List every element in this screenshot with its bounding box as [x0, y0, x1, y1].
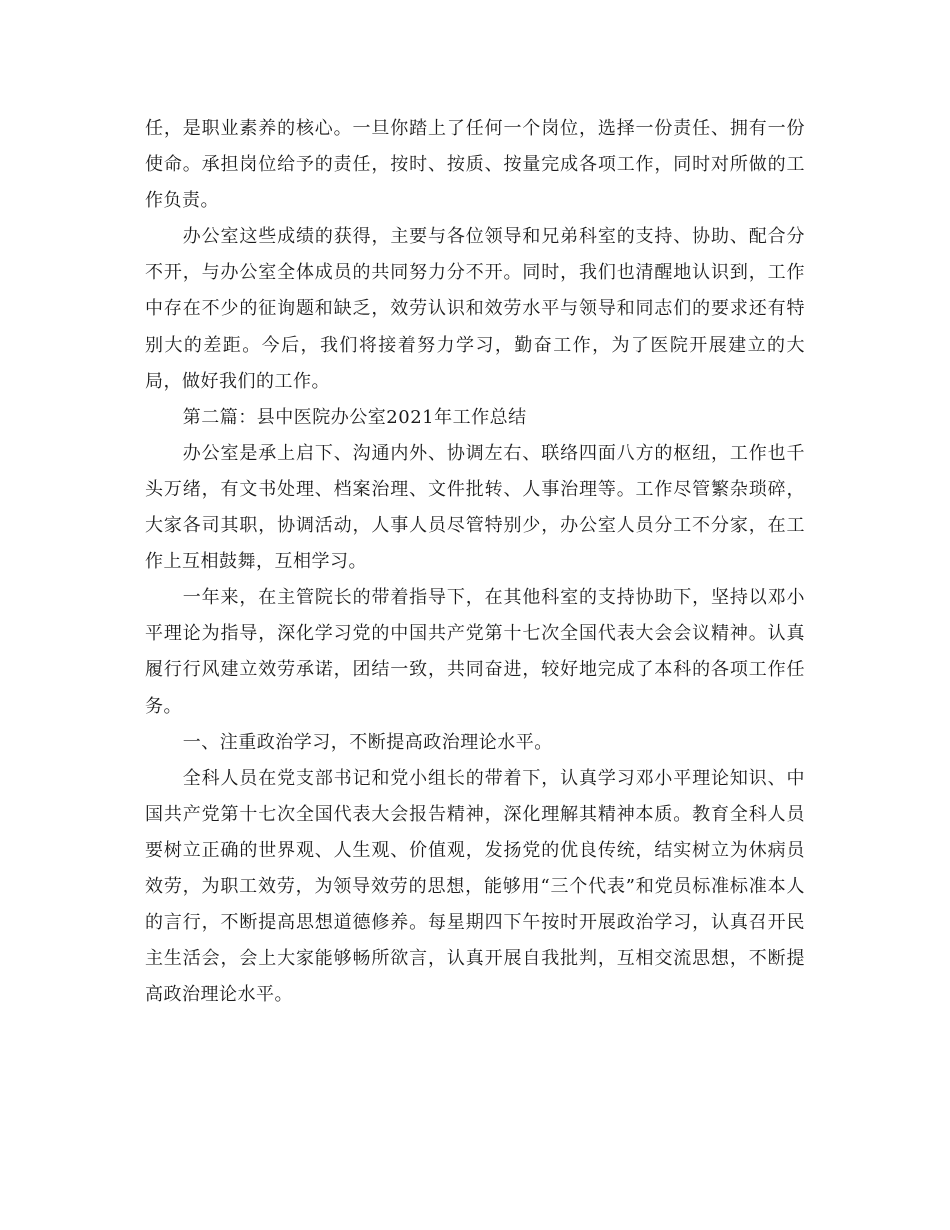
paragraph-political-study: 全科人员在党支部书记和党小组长的带着下，认真学习邓小平理论知识、中国共产党第十七次全国代表大会报告精神，深化理解其精神本质。教育全科人员要树立正确的世界观、人生观、价值观，发扬党的优良传统，结实树立为休病员效劳，为职工效劳，为领导效劳的思想，能够用“三个代表”和党员标准标准本人的言行，不断提高思想道德修养。每星期四下午按时开展政治学习，认真召开民主生活会，会上大家能够畅所欲言，认真开展自我批判，互相交流思想，不断提高政治理论水平。: [145, 767, 805, 1006]
paragraph-achievements: 办公室这些成绩的获得，主要与各位领导和兄弟科室的支持、协助、配合分不开，与办公室全体成员的共同努力分不开。同时，我们也清醒地认识到，工作中存在不少的征询题和缺乏，效劳认识和效劳水平与领导和同志们的要求还有特别大的差距。今后，我们将接着努力学习，勤奋工作，为了医院开展建立的大局，做好我们的工作。: [145, 226, 805, 392]
paragraph-year-summary: 一年来，在主管院长的带着指导下，在其他科室的支持协助下，坚持以邓小平理论为指导，深化学习党的中国共产党第十七次全国代表大会会议精神。认真履行行风建立效劳承诺，团结一致，共同奋进，较好地完成了本科的各项工作任务。: [145, 587, 805, 717]
section-title: 第二篇：县中医院办公室2021年工作总结: [182, 406, 527, 428]
paragraph-office-role: 办公室是承上启下、沟通内外、协调左右、联络四面八方的枢纽，工作也千头万绪，有文书处理、档案治理、文件批转、人事治理等。工作尽管繁杂琐碎，大家各司其职，协调活动，人事人员尽管特别少，办公室人员分工不分家，在工作上互相鼓舞，互相学习。: [145, 442, 805, 573]
paragraph-continuation: 任，是职业素养的核心。一旦你踏上了任何一个岗位，选择一份责任、拥有一份使命。承担岗位给予的责任，按时、按质、按量完成各项工作，同时对所做的工作负责。: [145, 118, 805, 212]
subsection-heading: 一、注重政治学习，不断提高政治理论水平。: [182, 731, 553, 753]
document-page: [145, 111, 805, 1013]
